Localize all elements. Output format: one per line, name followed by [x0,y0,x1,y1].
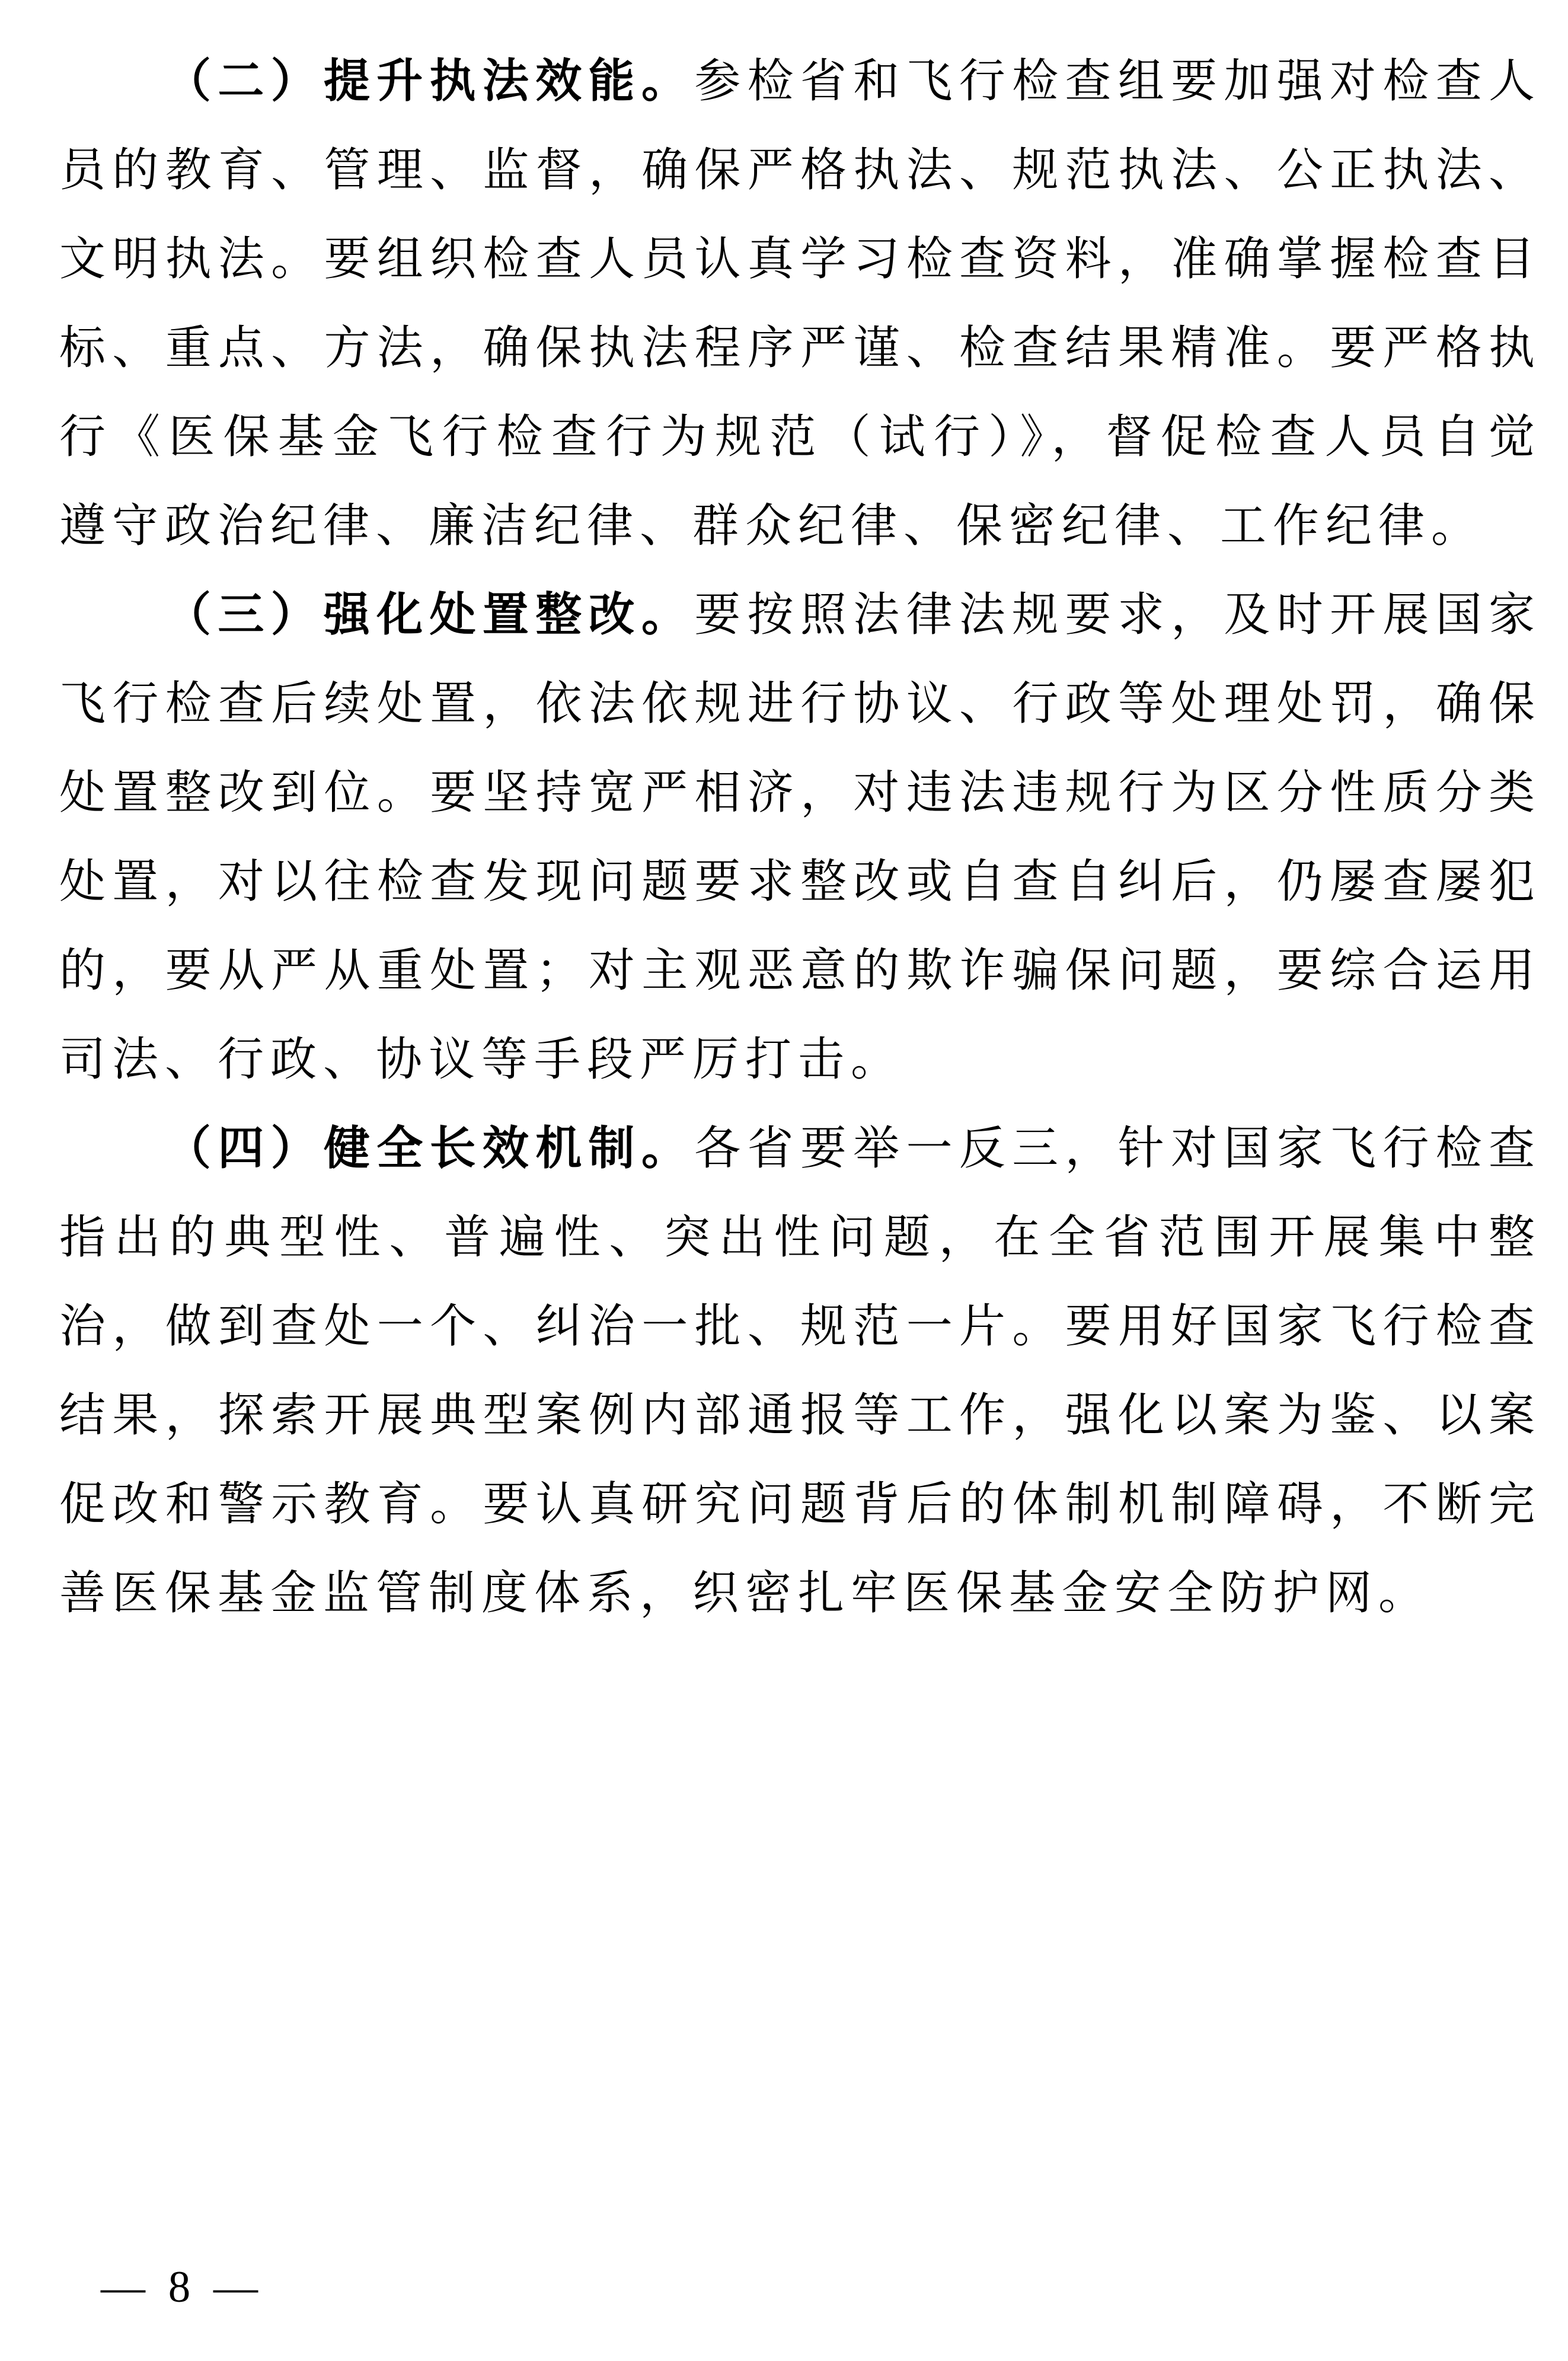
paragraph-4-heading: （四）健全长效机制。 [165,1122,695,1174]
document-body [59,37,1541,1638]
paragraph-4 [59,1104,1541,1638]
page-number: — 8 — [101,2263,264,2312]
paragraph-2-heading: （二）提升执法效能。 [165,55,695,107]
paragraph-2-text: 参检省和飞行检查组要加强对检查人员的教育、管理、监督，确保严格执法、规范执法、公正执法、文明执法。要组织检查人员认真学习检查资料，准确掌握检查目标、重点、方法，确保执法程序严谨、检查结果精准。要严格执行《医保基金飞行检查行为规范（试行）》，督促检查人员自觉遵守政治纪律、廉洁纪律、群众纪律、保密纪律、工作纪律。 [59,55,1541,551]
paragraph-4-text: 各省要举一反三，针对国家飞行检查指出的典型性、普遍性、突出性问题，在全省范围开展集中整治，做到查处一个、纠治一批、规范一片。要用好国家飞行检查结果，探索开展典型案例内部通报等工作，强化以案为鉴、以案促改和警示教育。要认真研究问题背后的体制机制障碍，不断完善医保基金监管制度体系，织密扎牢医保基金安全防护网。 [59,1122,1541,1619]
paragraph-2 [59,37,1541,570]
paragraph-3-heading: （三）强化处置整改。 [165,589,695,640]
paragraph-3 [59,570,1541,1104]
paragraph-3-text: 要按照法律法规要求，及时开展国家飞行检查后续处置，依法依规进行协议、行政等处理处罚，确保处置整改到位。要坚持宽严相济，对违法违规行为区分性质分类处置，对以往检查发现问题要求整改或自查自纠后，仍屡查屡犯的，要从严从重处置；对主观恶意的欺诈骗保问题，要综合运用司法、行政、协议等手段严厉打击。 [59,589,1541,1085]
